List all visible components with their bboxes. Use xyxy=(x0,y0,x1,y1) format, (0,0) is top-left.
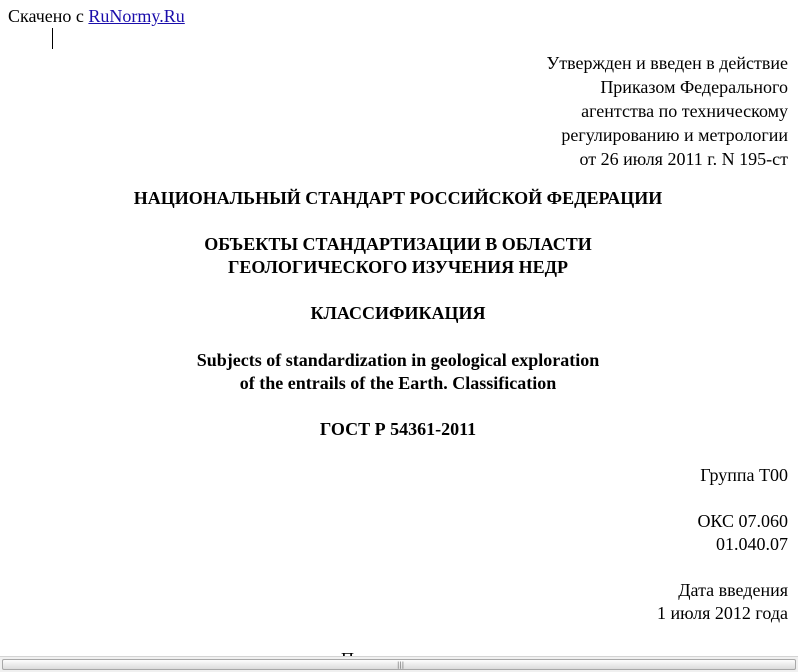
standard-designation xyxy=(0,418,796,441)
designation-text: ГОСТ Р 54361-2011 xyxy=(319,419,477,439)
approval-line: Утвержден и введен в действие xyxy=(546,53,788,73)
approval-line: Приказом Федерального xyxy=(600,77,788,97)
text-cursor xyxy=(52,28,53,49)
document-title xyxy=(0,233,796,279)
english-title xyxy=(0,349,796,395)
intro-date-label: Дата введения xyxy=(678,580,788,600)
grip-icon: ||| xyxy=(397,661,405,669)
subtitle-text: КЛАССИФИКАЦИЯ xyxy=(310,303,486,323)
approval-line: агентства по техническому xyxy=(581,101,788,121)
intro-date-value: 1 июля 2012 года xyxy=(657,603,788,623)
approval-block xyxy=(546,51,788,171)
scrollbar-thumb[interactable] xyxy=(2,659,796,670)
standard-type-text: НАЦИОНАЛЬНЫЙ СТАНДАРТ РОССИЙСКОЙ ФЕДЕРАЦИИ xyxy=(133,188,663,208)
oks-block xyxy=(697,510,788,556)
approval-line: от 26 июля 2011 г. N 195-ст xyxy=(579,149,788,169)
source-line xyxy=(8,5,185,27)
source-link[interactable]: RuNormy.Ru xyxy=(88,6,185,26)
standard-type-heading xyxy=(0,187,796,210)
group-text: Группа Т00 xyxy=(700,465,788,485)
document-subtitle xyxy=(0,302,796,325)
group-block xyxy=(700,464,788,487)
english-title-line: Subjects of standardization in geological exploration xyxy=(196,350,600,370)
source-prefix: Скачено с xyxy=(8,6,84,26)
title-line: ГЕОЛОГИЧЕСКОГО ИЗУЧЕНИЯ НЕДР xyxy=(227,257,569,277)
approval-line: регулированию и метрологии xyxy=(561,125,788,145)
horizontal-scrollbar[interactable] xyxy=(0,656,798,672)
oks-line: ОКС 07.060 xyxy=(697,511,788,531)
oks-line: 01.040.07 xyxy=(716,534,788,554)
title-line: ОБЪЕКТЫ СТАНДАРТИЗАЦИИ В ОБЛАСТИ xyxy=(204,234,592,254)
intro-date-block xyxy=(657,579,788,625)
english-title-line: of the entrails of the Earth. Classification xyxy=(239,373,557,393)
